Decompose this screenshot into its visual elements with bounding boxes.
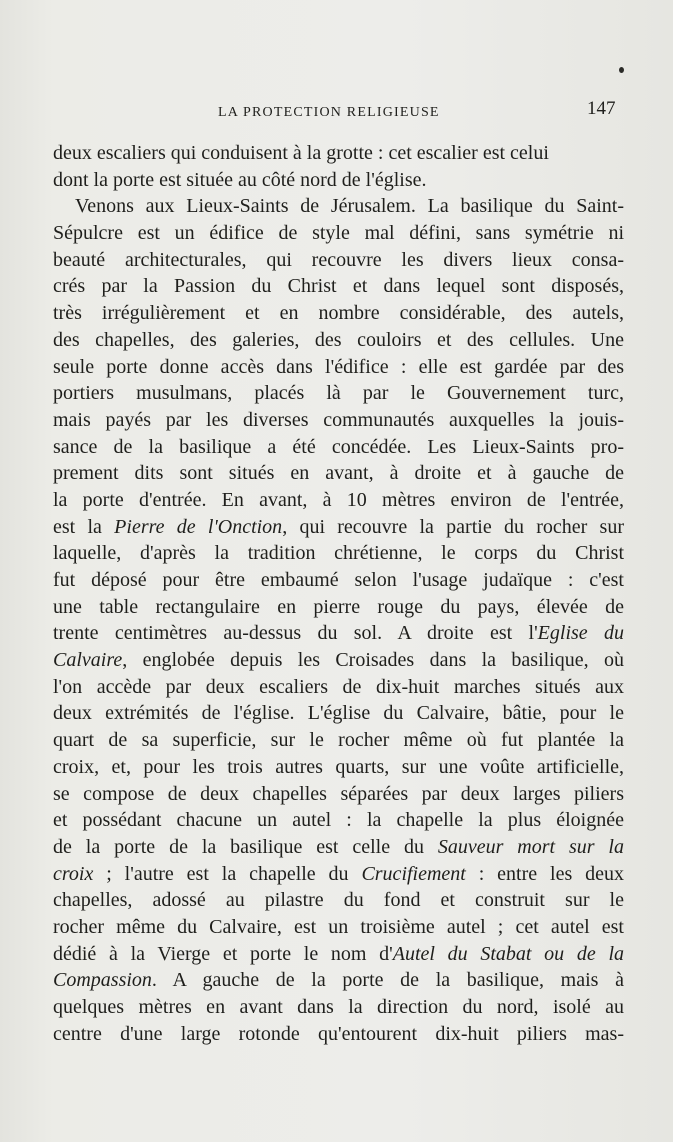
text-run: se compose de deux chapelles séparées par deux larges piliers xyxy=(53,782,624,805)
text-run: , englobée depuis les Croisades dans la basilique, où xyxy=(122,649,624,672)
text-run: Sépulcre est un édifice de style mal défini, sans symétrie ni xyxy=(53,222,624,245)
text-run: très irrégulièrement et en nombre considérable, des autels, xyxy=(53,302,624,325)
text-run: des chapelles, des galeries, des couloirs et des cellules. Une xyxy=(53,328,624,351)
text-line xyxy=(53,781,624,808)
text-line xyxy=(53,140,624,167)
italic-run: Crucifiement xyxy=(361,862,466,885)
text-run: laquelle, d'après la tradition chrétienne, le corps du Christ xyxy=(53,542,624,565)
text-line xyxy=(53,487,624,514)
text-line xyxy=(53,941,624,968)
text-line xyxy=(53,914,624,941)
text-line xyxy=(53,620,624,647)
text-run: ; l'autre est la chapelle du xyxy=(93,862,362,885)
italic-run: croix xyxy=(53,862,94,885)
text-run: mais payés par les diverses communautés auxquelles la jouis- xyxy=(53,408,624,431)
text-run: trente centimètres au-dessus du sol. A droite est l' xyxy=(53,622,538,645)
text-run: : entre les deux xyxy=(465,862,624,885)
text-run: . A gauche de la porte de la basilique, mais à xyxy=(151,969,624,992)
text-line xyxy=(53,273,624,300)
text-line xyxy=(53,994,624,1021)
page-number: 147 xyxy=(587,98,616,119)
text-run: Venons aux Lieux-Saints de Jérusalem. La basilique du Saint- xyxy=(75,195,624,218)
text-run: chapelles, adossé au pilastre du fond et construit sur le xyxy=(53,889,624,912)
italic-run: Pierre de l'Onction xyxy=(114,515,283,538)
text-line xyxy=(53,807,624,834)
italic-run: Autel du Stabat ou de la xyxy=(392,942,624,965)
text-run: , qui recouvre la partie du rocher sur xyxy=(282,515,624,538)
text-line xyxy=(53,540,624,567)
text-run: dédié à la Vierge et porte le nom d' xyxy=(53,942,393,965)
text-run: deux escaliers qui conduisent à la grotte : cet escalier est celui xyxy=(53,142,549,164)
text-run: crés par la Passion du Christ et dans lequel sont disposés, xyxy=(53,275,624,298)
text-line xyxy=(53,354,624,381)
text-run: fut déposé pour être embaumé selon l'usage judaïque : c'est xyxy=(53,569,624,591)
text-line xyxy=(53,434,624,461)
text-run: l'on accède par deux escaliers de dix-huit marches situés aux xyxy=(53,675,624,698)
text-line xyxy=(53,967,624,994)
italic-run: Sauveur mort sur la xyxy=(437,835,624,858)
text-line xyxy=(53,647,624,674)
text-line xyxy=(53,861,624,888)
text-run: de la porte de la basilique est celle du xyxy=(53,835,438,858)
text-line xyxy=(53,834,624,861)
text-line xyxy=(53,380,624,407)
text-run: beauté architecturales, qui recouvre les divers lieux consa- xyxy=(53,248,624,271)
text-run: quart de sa superficie, sur le rocher même où fut plantée la xyxy=(53,729,624,752)
text-run: portiers musulmans, placés là par le Gouvernement turc, xyxy=(53,382,624,405)
text-line xyxy=(53,460,624,487)
text-line xyxy=(53,1021,624,1048)
text-line xyxy=(53,887,624,914)
text-run: rocher même du Calvaire, est un troisième autel ; cet autel est xyxy=(53,915,624,938)
text-run: est la xyxy=(53,515,115,538)
text-line xyxy=(53,220,624,247)
italic-run: Calvaire xyxy=(53,649,123,672)
text-line xyxy=(53,514,624,541)
text-run: une table rectangulaire en pierre rouge du pays, élevée de xyxy=(53,595,624,618)
text-run: seule porte donne accès dans l'édifice : elle est gardée par des xyxy=(53,355,624,378)
text-run: la porte d'entrée. En avant, à 10 mètres environ de l'entrée, xyxy=(53,488,624,511)
text-run: deux extrémités de l'église. L'église du Calvaire, bâtie, pour le xyxy=(53,702,624,725)
italic-run: Eglise du xyxy=(537,622,624,645)
text-run: sance de la basilique a été concédée. Les Lieux-Saints pro- xyxy=(53,435,624,458)
text-line xyxy=(53,300,624,327)
text-line xyxy=(53,674,624,701)
text-line xyxy=(53,193,624,220)
text-run: centre d'une large rotonde qu'entourent dix-huit piliers mas- xyxy=(53,1022,624,1045)
text-line xyxy=(53,407,624,434)
text-line xyxy=(53,727,624,754)
text-run: prement dits sont situés en avant, à droite et à gauche de xyxy=(53,462,624,485)
text-run: dont la porte est située au côté nord de l'église. xyxy=(53,168,427,191)
text-line xyxy=(53,327,624,354)
running-header xyxy=(0,98,673,126)
text-line xyxy=(53,754,624,781)
text-run: croix, et, pour les trois autres quarts, sur une voûte artificielle, xyxy=(53,755,624,778)
text-line xyxy=(53,594,624,621)
text-line xyxy=(53,167,624,194)
text-line xyxy=(53,247,624,274)
text-run: quelques mètres en avant dans la direction du nord, isolé au xyxy=(53,996,624,1018)
text-line xyxy=(53,567,624,594)
italic-run: Compassion xyxy=(53,969,152,992)
text-run: et possédant chacune un autel : la chapelle la plus éloignée xyxy=(53,809,624,832)
ink-dot-mark xyxy=(619,67,624,73)
body-text xyxy=(53,140,624,1047)
text-line xyxy=(53,700,624,727)
running-title: LA PROTECTION RELIGIEUSE xyxy=(218,105,440,120)
